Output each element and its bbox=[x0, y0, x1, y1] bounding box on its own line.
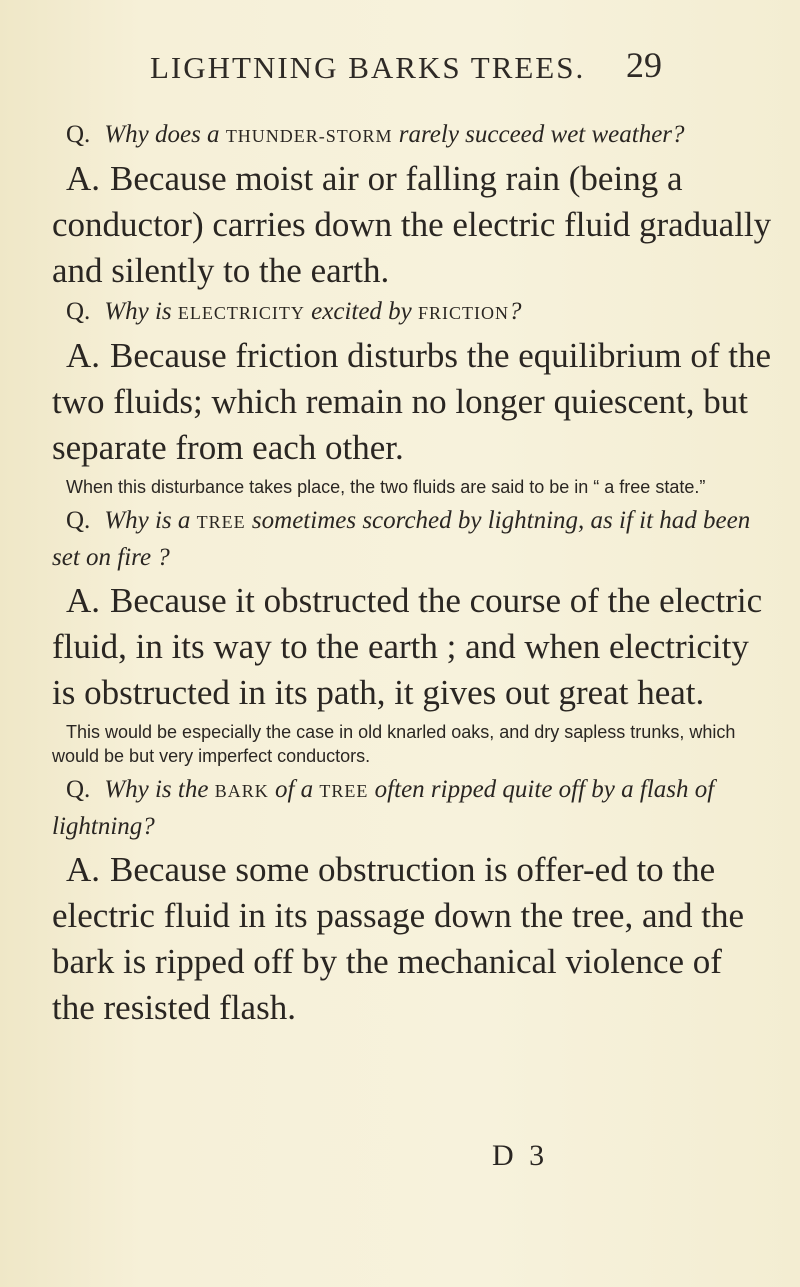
question-mark-label: Q. bbox=[66, 776, 91, 803]
question-text: sometimes scorched by lightning, as if it had been set on fire ? bbox=[52, 507, 751, 571]
question-text: Why does a bbox=[104, 121, 226, 148]
footnote-text: When this disturbance takes place, the two fluids are said to be in “ a free state.” bbox=[66, 477, 706, 497]
answer-text: Because friction disturbs the equilibrium of the two fluids; which remain no longer quiescent, but separate from each other. bbox=[52, 336, 771, 467]
answer-paragraph bbox=[52, 156, 772, 294]
answer-paragraph bbox=[52, 578, 772, 716]
question-paragraph bbox=[52, 772, 772, 845]
question-text: Why is a bbox=[104, 507, 197, 534]
question-text: rarely succeed wet weather? bbox=[392, 121, 685, 148]
page-number: 29 bbox=[626, 45, 662, 85]
question-text: ? bbox=[509, 298, 522, 325]
question-keyword: THUNDER-STORM bbox=[225, 126, 393, 146]
footnote-paragraph bbox=[52, 720, 772, 768]
question-paragraph bbox=[52, 294, 772, 331]
question-keyword: TREE bbox=[196, 512, 246, 532]
question-keyword: ELECTRICITY bbox=[177, 303, 305, 323]
question-keyword: FRICTION bbox=[418, 303, 510, 323]
footnote-text: This would be especially the case in old knarled oaks, and dry sapless trunks, which would be but very imperfect conductors. bbox=[52, 722, 736, 766]
question-paragraph bbox=[52, 117, 772, 154]
answer-mark-label: A. bbox=[66, 850, 101, 889]
answer-text: Because moist air or falling rain (being a conductor) carries down the electric fluid gradually and silently to the earth. bbox=[52, 159, 772, 290]
question-text: Why is bbox=[104, 298, 178, 325]
answer-mark-label: A. bbox=[66, 581, 101, 620]
answer-mark-label: A. bbox=[66, 336, 101, 375]
page-body bbox=[52, 117, 772, 1031]
question-text: often ripped quite off by a flash of lightning? bbox=[52, 776, 715, 840]
answer-paragraph bbox=[52, 847, 772, 1031]
answer-paragraph bbox=[52, 333, 772, 471]
question-mark-label: Q. bbox=[66, 298, 91, 325]
signature-mark: D 3 bbox=[492, 1139, 549, 1172]
question-text: of a bbox=[268, 776, 320, 803]
running-head: LIGHTNING BARKS TREES. bbox=[150, 50, 586, 85]
answer-text: Because it obstructed the course of the electric fluid, in its way to the earth ; and when electricity is obstructed in its path, it gives out great heat. bbox=[52, 581, 763, 712]
question-mark-label: Q. bbox=[66, 121, 91, 148]
footnote-paragraph bbox=[52, 475, 772, 499]
question-keyword: TREE bbox=[319, 781, 369, 801]
answer-mark-label: A. bbox=[66, 159, 101, 198]
question-mark-label: Q. bbox=[66, 507, 91, 534]
question-keyword: BARK bbox=[214, 781, 269, 801]
question-text: excited by bbox=[304, 298, 419, 325]
question-paragraph bbox=[52, 503, 772, 576]
question-text: Why is the bbox=[104, 776, 215, 803]
page-header bbox=[0, 44, 800, 88]
answer-text: Because some obstruction is offer-ed to the electric fluid in its passage down the tree, and the bark is ripped off by the mechanical violence of the resisted flash. bbox=[52, 850, 744, 1027]
